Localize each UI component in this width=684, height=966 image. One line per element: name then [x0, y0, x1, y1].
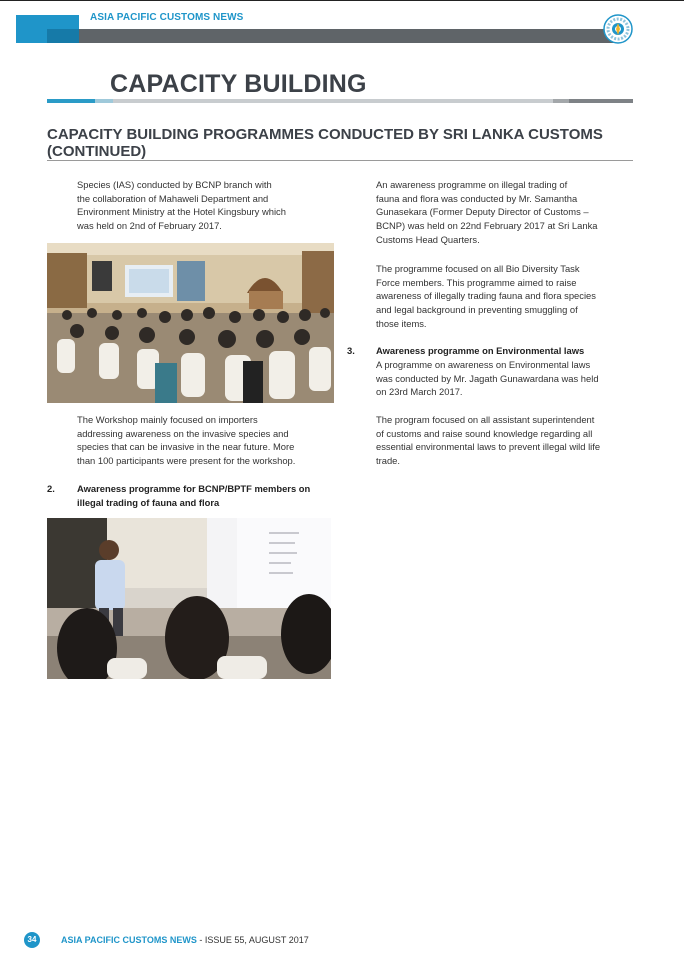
- item-heading: Awareness programme on Environmental laws: [376, 345, 585, 356]
- text-line: addressing awareness on the invasive species and: [77, 427, 289, 439]
- page-number-badge: 34: [24, 932, 40, 948]
- text-line: those items.: [376, 317, 427, 329]
- workshop-paragraph: [77, 413, 347, 468]
- header-publication-title: ASIA PACIFIC CUSTOMS NEWS: [90, 12, 244, 23]
- text-line: BCNP) was held on 22nd February 2017 at Sri Lanka: [376, 220, 598, 232]
- subtitle-line: CAPACITY BUILDING PROGRAMMES CONDUCTED BY SRI LANKA CUSTOMS: [47, 126, 603, 143]
- text-line: awareness of illegally trading fauna and flora species: [376, 290, 596, 302]
- item-number: 2.: [47, 483, 55, 494]
- text-line: The program focused on all assistant superintendent: [376, 414, 595, 425]
- text-line: and legal background in preventing smuggling of: [376, 304, 578, 316]
- text-line: Customs Head Quarters.: [376, 233, 480, 245]
- workshop-photo: [47, 243, 334, 403]
- top-border: [0, 0, 684, 1]
- text-line: essential environmental laws to prevent illegal wild life: [376, 441, 601, 453]
- title-rule-segment: [95, 99, 113, 103]
- text-line: was held on 2nd of February 2017.: [77, 220, 222, 232]
- text-line: on 23rd March 2017.: [376, 386, 463, 398]
- text-line: The Workshop mainly focused on importers: [77, 414, 258, 425]
- title-rule-segment: [569, 99, 633, 103]
- right-paragraph-4: [376, 413, 641, 468]
- text-line: of customs and raise sound knowledge regarding all: [376, 427, 593, 439]
- text-line: The programme focused on all Bio Diversity Task: [376, 263, 580, 274]
- subtitle-line: (CONTINUED): [47, 143, 147, 160]
- title-rule-segment: [113, 99, 553, 103]
- header-accent-shadow: [47, 29, 79, 43]
- title-rule-segment: [553, 99, 569, 103]
- text-line: species that can be invasive in the near future. More: [77, 441, 295, 453]
- text-line: was conducted by Mr. Jagath Gunawardana was held: [376, 372, 599, 384]
- footer-citation: [61, 935, 309, 945]
- text-line: Environment Ministry at the Hotel Kingsbury which: [77, 206, 286, 218]
- header-bar: [79, 29, 617, 43]
- right-paragraph-2: [376, 262, 641, 331]
- text-line: Force members. This programme aimed to raise: [376, 276, 577, 288]
- right-paragraph-1: [376, 178, 641, 247]
- speaker-photo: [47, 518, 331, 679]
- text-line: than 100 participants were present for the workshop.: [77, 455, 296, 467]
- right-paragraph-3: [376, 358, 641, 399]
- text-line: trade.: [376, 455, 400, 467]
- wco-logo-icon: [603, 14, 633, 44]
- text-line: Awareness programme for BCNP/BPTF members on: [77, 483, 311, 494]
- item-number: 3.: [347, 345, 355, 356]
- text-line: Species (IAS) conducted by BCNP branch with: [77, 179, 272, 190]
- article-subtitle: [47, 126, 637, 160]
- subtitle-divider: [47, 160, 633, 161]
- text-line: A programme on awareness on Environmental laws: [376, 359, 591, 370]
- text-line: Gunasekara (Former Deputy Director of Customs –: [376, 206, 589, 218]
- footer-publication: ASIA PACIFIC CUSTOMS NEWS: [61, 935, 197, 945]
- text-line: An awareness programme on illegal trading of: [376, 179, 568, 190]
- intro-paragraph: [77, 178, 342, 233]
- title-rule-segment: [47, 99, 95, 103]
- text-line: fauna and flora was conducted by Mr. Samantha: [376, 192, 578, 204]
- item-heading: [77, 482, 347, 509]
- section-title: CAPACITY BUILDING: [110, 70, 367, 98]
- text-line: illegal trading of fauna and flora: [77, 496, 220, 508]
- text-line: the collaboration of Mahaweli Department and: [77, 192, 269, 204]
- footer-issue: - ISSUE 55, AUGUST 2017: [196, 935, 309, 945]
